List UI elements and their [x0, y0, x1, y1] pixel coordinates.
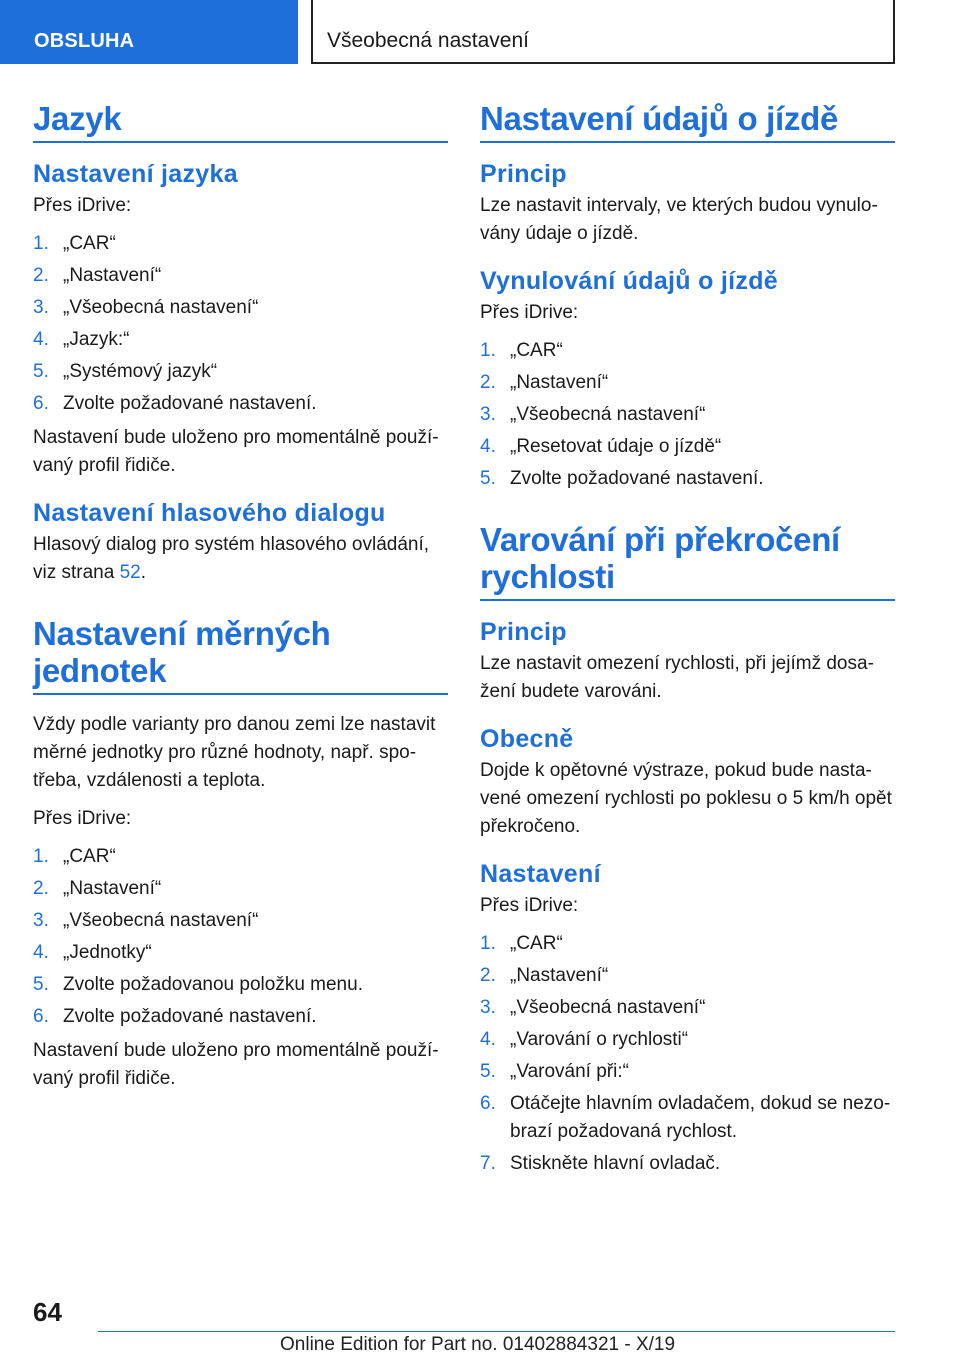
steps-list-reset	[480, 337, 895, 493]
step-number: 2.	[33, 265, 49, 286]
step-number: 2.	[33, 878, 49, 899]
step-item	[33, 875, 448, 903]
step-item	[480, 1058, 895, 1086]
step-item	[480, 465, 895, 493]
step-text: „CAR“	[63, 846, 116, 867]
step-item	[33, 358, 448, 386]
step-item	[33, 843, 448, 871]
step-number: 5.	[480, 1061, 496, 1082]
step-text: „Varování při:“	[510, 1061, 629, 1082]
heading-nastaveni-jazyka: Nastavení jazyka	[33, 160, 238, 188]
step-item	[33, 230, 448, 258]
step-item	[480, 1026, 895, 1054]
step-number: 4.	[33, 942, 49, 963]
note-profile: Nastavení bude uloženo pro momentálně používaný profil řidiče.	[33, 1040, 439, 1089]
step-item	[480, 930, 895, 958]
step-text: „Všeobecná nastavení“	[63, 910, 259, 931]
footer-edition: Online Edition for Part no. 01402884321 - X/19	[280, 1334, 676, 1355]
step-text: „CAR“	[63, 233, 116, 254]
step-item	[33, 907, 448, 935]
step-text: „Jazyk:“	[63, 329, 130, 350]
step-item	[33, 326, 448, 354]
step-item	[480, 1150, 895, 1178]
step-number: 6.	[480, 1093, 496, 1114]
voice-dialog-body: Hlasový dialog pro systém hlasového ovládání, viz strana	[33, 534, 430, 583]
step-text: „Všeobecná nastavení“	[510, 404, 706, 425]
via-idrive-text: Přes iDrive:	[33, 808, 132, 829]
page-number: 64	[33, 1297, 62, 1327]
step-text: „Resetovat údaje o jízdě“	[510, 436, 722, 457]
heading-settings: Nastavení	[480, 860, 601, 888]
step-text: Zvolte požadované nastavení.	[63, 393, 317, 414]
princip-text: Lze nastavit omezení rychlosti, při jejímž dosažení budete varováni.	[480, 653, 874, 702]
right-column	[480, 100, 895, 1184]
heading-units: Nastavení měrných jednotek	[33, 615, 448, 695]
general-text: Dojde k opětovné výstraze, pokud bude nastavené omezení rychlosti po poklesu o 5 km/h opět překročeno.	[480, 760, 892, 837]
step-number: 7.	[480, 1153, 496, 1174]
heading-trip-data: Nastavení údajů o jízdě	[480, 100, 895, 143]
heading-speed-warning: Varování při překročení rychlosti	[480, 521, 895, 601]
step-text: „Nastavení“	[510, 372, 609, 393]
step-number: 4.	[480, 1029, 496, 1050]
step-item	[480, 1090, 895, 1146]
page-link[interactable]: 52	[119, 562, 141, 583]
heading-voice-dialog: Nastavení hlasového dialogu	[33, 499, 386, 527]
step-text: „Všeobecná nastavení“	[63, 297, 259, 318]
step-number: 3.	[33, 297, 49, 318]
step-text: „Systémový jazyk“	[63, 361, 218, 382]
heading-reset-trip: Vynulování údajů o jízdě	[480, 267, 778, 295]
step-item	[480, 433, 895, 461]
step-number: 1.	[480, 340, 496, 361]
step-item	[33, 939, 448, 967]
steps-list-units	[33, 843, 448, 1031]
step-number: 6.	[33, 1006, 49, 1027]
step-item	[480, 994, 895, 1022]
page-header-title: Všeobecná nastavení	[311, 0, 895, 64]
step-text: „Všeobecná nastavení“	[510, 997, 706, 1018]
step-number: 5.	[33, 361, 49, 382]
step-number: 1.	[33, 233, 49, 254]
step-item	[480, 369, 895, 397]
step-item	[33, 262, 448, 290]
heading-princip: Princip	[480, 160, 567, 188]
step-text: „CAR“	[510, 340, 563, 361]
step-item	[33, 971, 448, 999]
section-tab: OBSLUHA	[0, 0, 298, 64]
step-text: „Varování o rychlosti“	[510, 1029, 689, 1050]
step-item	[33, 1003, 448, 1031]
via-idrive-text: Přes iDrive:	[480, 895, 579, 916]
via-idrive-text: Přes iDrive:	[33, 195, 132, 216]
step-number: 5.	[480, 468, 496, 489]
note-profile: Nastavení bude uloženo pro momentálně používaný profil řidiče.	[33, 427, 439, 476]
step-item	[480, 401, 895, 429]
footer-divider	[98, 1331, 895, 1332]
step-text: „CAR“	[510, 933, 563, 954]
step-number: 2.	[480, 965, 496, 986]
step-text: Stiskněte hlavní ovladač.	[510, 1153, 721, 1174]
voice-dialog-end: .	[140, 562, 147, 583]
step-number: 1.	[480, 933, 496, 954]
step-item	[480, 962, 895, 990]
step-text: „Jednotky“	[63, 942, 152, 963]
left-column	[33, 100, 448, 1103]
step-text: „Nastavení“	[63, 265, 162, 286]
heading-jazyk: Jazyk	[33, 100, 448, 143]
step-item	[480, 337, 895, 365]
step-text: Otáčejte hlavním ovladačem, dokud se nezobrazí požadovaná rychlost.	[510, 1093, 891, 1142]
step-number: 1.	[33, 846, 49, 867]
step-text: Zvolte požadované nastavení.	[63, 1006, 317, 1027]
step-number: 4.	[480, 436, 496, 457]
step-number: 3.	[480, 997, 496, 1018]
step-item	[33, 390, 448, 418]
step-text: Zvolte požadovanou položku menu.	[63, 974, 363, 995]
step-item	[33, 294, 448, 322]
step-number: 5.	[33, 974, 49, 995]
heading-princip: Princip	[480, 618, 567, 646]
step-number: 6.	[33, 393, 49, 414]
step-text: Zvolte požadované nastavení.	[510, 468, 764, 489]
step-text: „Nastavení“	[63, 878, 162, 899]
heading-general: Obecně	[480, 725, 574, 753]
step-number: 4.	[33, 329, 49, 350]
via-idrive-text: Přes iDrive:	[480, 302, 579, 323]
step-text: „Nastavení“	[510, 965, 609, 986]
princip-text: Lze nastavit intervaly, ve kterých budou vynulovány údaje o jízdě.	[480, 195, 878, 244]
units-text: Vždy podle varianty pro danou zemi lze nastavit měrné jednotky pro různé hodnoty, např. spotřeba, vzdálenosti a teplota.	[33, 714, 436, 791]
steps-list-language	[33, 230, 448, 418]
steps-list-speed	[480, 930, 895, 1178]
step-number: 3.	[33, 910, 49, 931]
step-number: 2.	[480, 372, 496, 393]
voice-dialog-text	[33, 531, 448, 587]
step-number: 3.	[480, 404, 496, 425]
